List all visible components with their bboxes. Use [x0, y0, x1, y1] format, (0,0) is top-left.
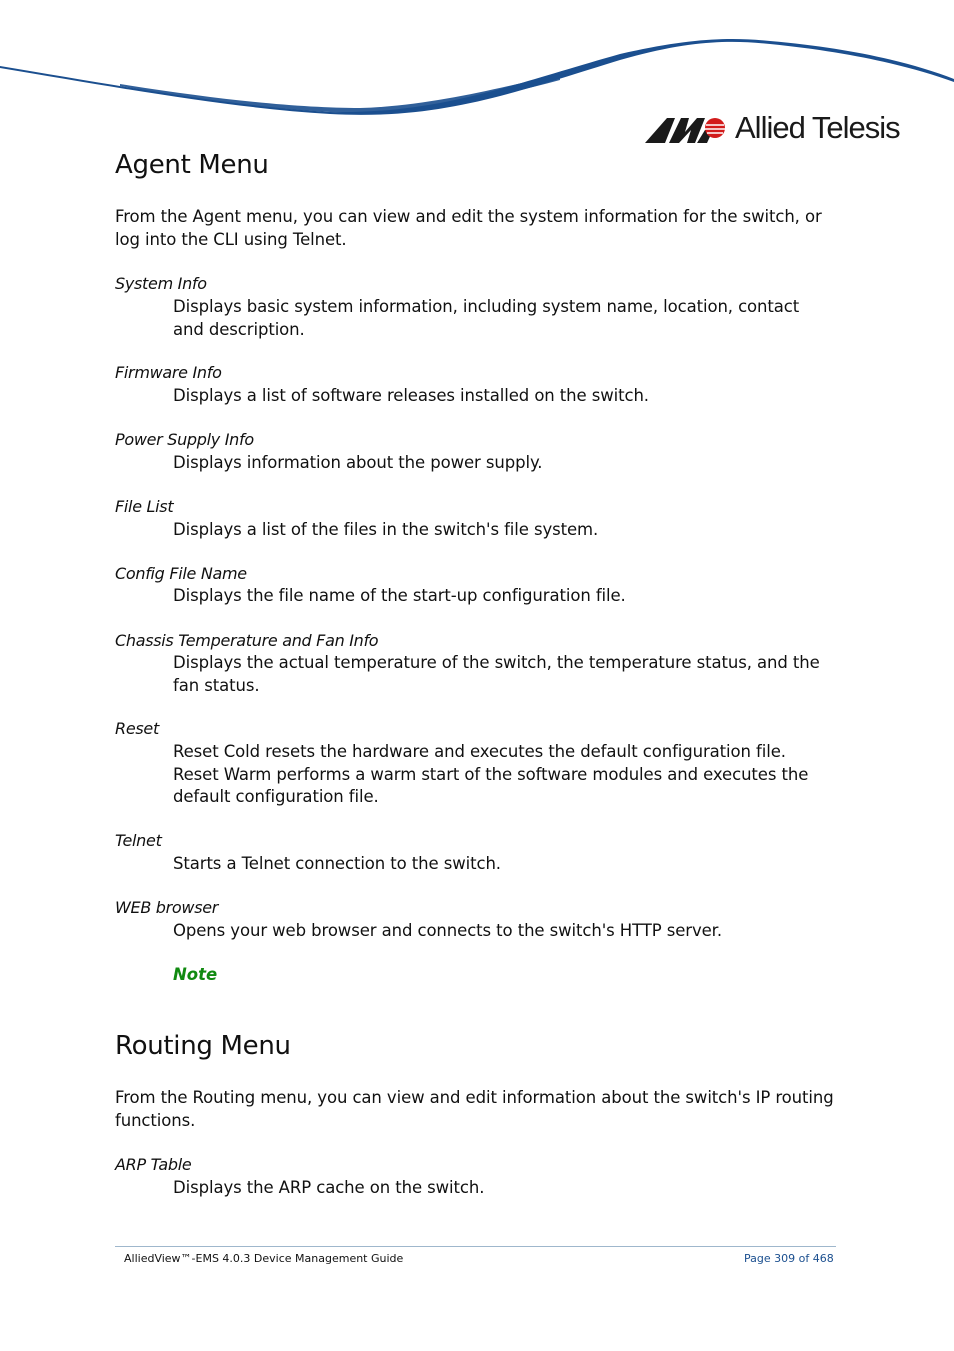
term-firmware-info: Firmware Info — [115, 363, 222, 382]
term-file-list: File List — [115, 497, 174, 516]
desc-chassis-temperature: Displays the actual temperature of the switch, the temperature status, and the fan status. — [173, 653, 820, 695]
brand-name: Allied Telesis — [735, 110, 900, 145]
header-swoosh — [0, 0, 954, 125]
desc-system-info: Displays basic system information, including system name, location, contact and description. — [173, 297, 800, 339]
desc-reset: Reset Cold resets the hardware and executes the default configuration file. Reset Warm performs a warm start of the software modules and executes the default configuration file. — [173, 742, 809, 806]
desc-web-browser: Opens your web browser and connects to the switch's HTTP server. — [173, 921, 723, 940]
term-chassis-temperature: Chassis Temperature and Fan Info — [115, 631, 379, 650]
note-link[interactable]: Note — [173, 965, 218, 984]
term-config-file-name: Config File Name — [115, 564, 247, 583]
routing-menu-heading: Routing Menu — [115, 1031, 291, 1061]
term-reset: Reset — [115, 719, 159, 738]
term-telnet: Telnet — [115, 831, 162, 850]
desc-arp-table: Displays the ARP cache on the switch. — [173, 1178, 485, 1197]
desc-config-file-name: Displays the file name of the start-up configuration file. — [173, 586, 626, 605]
agent-menu-intro: From the Agent menu, you can view and edit the system information for the switch, or log into the CLI using Telnet. — [115, 207, 822, 249]
desc-file-list: Displays a list of the files in the switch's file system. — [173, 520, 599, 539]
desc-firmware-info: Displays a list of software releases installed on the switch. — [173, 386, 649, 405]
allied-telesis-mark-icon — [645, 112, 727, 144]
term-power-supply-info: Power Supply Info — [115, 430, 254, 449]
footer-doc-title: AlliedView™-EMS 4.0.3 Device Management Guide — [124, 1252, 404, 1265]
desc-telnet: Starts a Telnet connection to the switch. — [173, 854, 501, 873]
footer-divider — [115, 1246, 836, 1247]
footer-page-number: Page 309 of 468 — [744, 1252, 834, 1265]
agent-menu-heading: Agent Menu — [115, 150, 269, 180]
term-web-browser: WEB browser — [115, 898, 219, 917]
desc-power-supply-info: Displays information about the power supply. — [173, 453, 543, 472]
term-system-info: System Info — [115, 274, 207, 293]
routing-menu-intro: From the Routing menu, you can view and edit information about the switch's IP routing functions. — [115, 1088, 834, 1130]
brand-logo — [645, 108, 900, 148]
term-arp-table: ARP Table — [115, 1155, 192, 1174]
